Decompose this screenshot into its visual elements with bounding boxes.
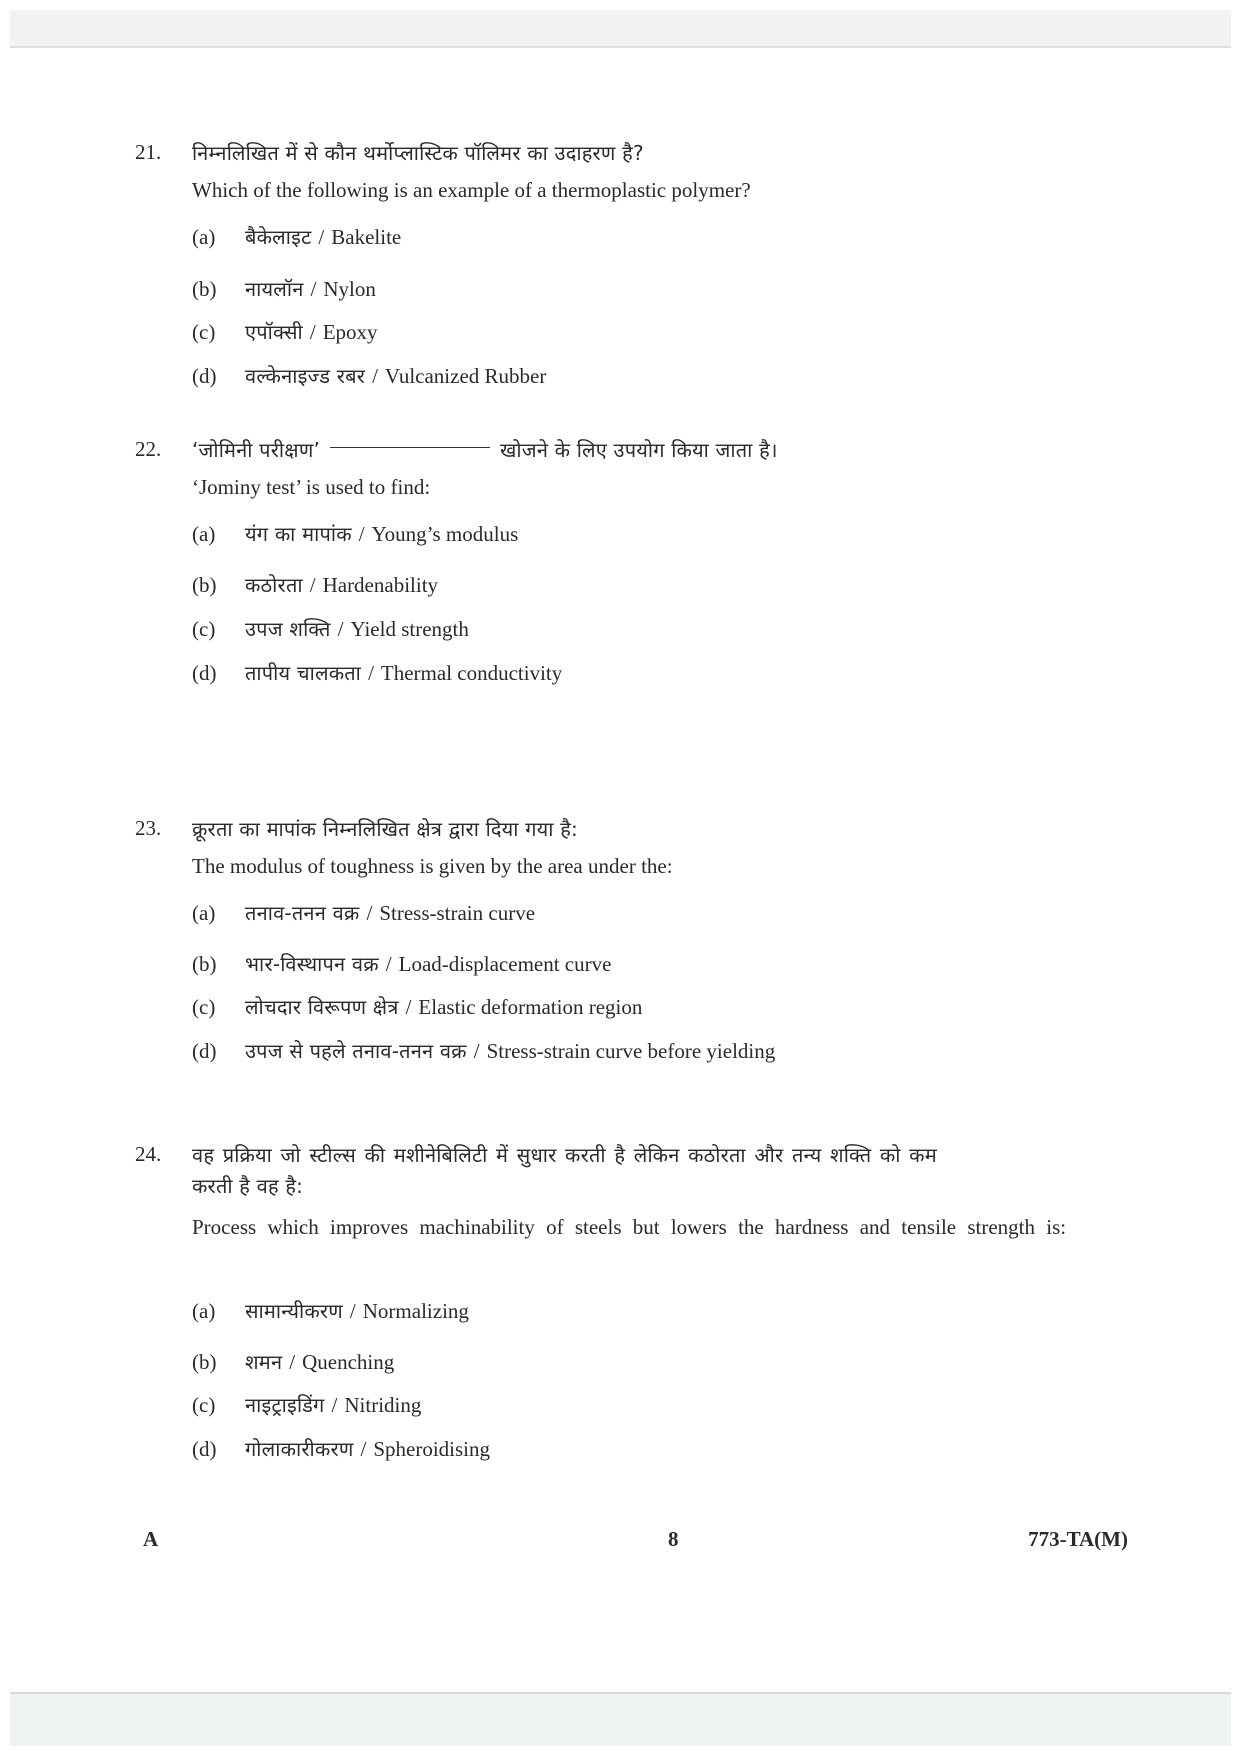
option-text-english: Hardenability — [322, 573, 439, 597]
question-text-hindi-start: ‘जोमिनी परीक्षण’ — [192, 438, 321, 462]
option-text-english: Bakelite — [331, 225, 402, 249]
option-letter: (b) — [192, 1350, 217, 1374]
option-d[interactable] — [192, 1037, 775, 1064]
separator: / — [289, 1350, 296, 1374]
option-text-hindi: एपॉक्सी — [245, 320, 303, 344]
option-d[interactable] — [192, 362, 546, 389]
option-text-english: Epoxy — [322, 320, 378, 344]
option-text-hindi: तनाव-तनन वक्र — [245, 901, 360, 925]
question-text-hindi — [192, 436, 778, 463]
separator: / — [331, 1393, 338, 1417]
option-letter: (b) — [192, 952, 217, 976]
option-letter: (a) — [192, 901, 216, 925]
option-letter: (a) — [192, 522, 216, 546]
option-text-english: Stress-strain curve — [379, 901, 536, 925]
option-text-hindi: नाइट्राइडिंग — [245, 1393, 325, 1417]
option-letter: (b) — [192, 573, 217, 597]
option-text-hindi: सामान्यीकरण — [245, 1299, 343, 1323]
question-text-english: Process which improves machinability of steels but lowers the hardness and tensile strength is: — [192, 1215, 1067, 1239]
option-c[interactable] — [192, 1391, 421, 1418]
option-b[interactable] — [192, 571, 438, 598]
option-letter: (c) — [192, 320, 216, 344]
option-letter: (a) — [192, 225, 216, 249]
paper-code: 773-TA(M) — [1028, 1527, 1128, 1551]
option-a[interactable] — [192, 520, 518, 547]
option-text-english: Normalizing — [362, 1299, 469, 1323]
option-letter: (a) — [192, 1299, 216, 1323]
question-text-english: ‘Jominy test’ is used to find: — [192, 475, 431, 499]
separator: / — [372, 364, 378, 388]
option-text-english: Spheroidising — [373, 1437, 490, 1461]
question-number: 23. — [135, 816, 162, 840]
option-text-english: Stress-strain curve before yielding — [486, 1039, 776, 1063]
option-letter: (d) — [192, 1437, 217, 1461]
question-text-hindi: क्रूरता का मापांक निम्नलिखित क्षेत्र द्वारा दिया गया है: — [192, 817, 578, 841]
option-c[interactable] — [192, 615, 469, 642]
option-letter: (d) — [192, 1039, 217, 1063]
question-text-hindi-line-1: वह प्रक्रिया जो स्टील्स की मशीनेबिलिटी में सुधार करती है लेकिन कठोरता और तन्य शक्ति को कम — [192, 1143, 937, 1167]
separator: / — [318, 225, 325, 249]
option-b[interactable] — [192, 1348, 394, 1375]
separator: / — [358, 522, 365, 546]
option-letter: (c) — [192, 617, 216, 641]
option-text-hindi: उपज से पहले तनाव-तनन वक्र — [245, 1039, 467, 1063]
option-letter: (b) — [192, 277, 217, 301]
separator: / — [385, 952, 392, 976]
option-b[interactable] — [192, 275, 376, 302]
option-a[interactable] — [192, 1297, 469, 1324]
option-text-hindi: शमन — [245, 1350, 283, 1374]
scan-border-bottom — [10, 1692, 1231, 1746]
option-text-english: Thermal conductivity — [380, 661, 563, 685]
separator: / — [309, 573, 316, 597]
question-text-english: The modulus of toughness is given by the area under the: — [192, 854, 673, 878]
option-text-english: Yield strength — [350, 617, 469, 641]
option-text-hindi: यंग का मापांक — [245, 522, 352, 546]
question-number: 24. — [135, 1142, 162, 1166]
option-b[interactable] — [192, 950, 611, 977]
separator: / — [473, 1039, 480, 1063]
option-letter: (c) — [192, 995, 216, 1019]
option-c[interactable] — [192, 318, 378, 345]
separator: / — [366, 901, 373, 925]
option-text-english: Quenching — [302, 1350, 395, 1374]
separator: / — [368, 661, 374, 685]
question-text-hindi: निम्नलिखित में से कौन थर्मोप्लास्टिक पॉलिमर का उदाहरण है? — [192, 141, 644, 165]
option-text-hindi: कठोरता — [245, 573, 303, 597]
option-text-english: Nitriding — [344, 1393, 422, 1417]
option-text-hindi: तापीय चालकता — [245, 661, 362, 685]
separator: / — [310, 277, 317, 301]
scan-border-top — [10, 10, 1231, 48]
question-number: 21. — [135, 140, 162, 164]
option-text-hindi: उपज शक्ति — [245, 617, 331, 641]
option-a[interactable] — [192, 223, 401, 250]
option-text-hindi: वल्केनाइज्ड रबर — [245, 364, 366, 388]
fill-in-blank — [330, 447, 490, 448]
separator: / — [349, 1299, 356, 1323]
option-d[interactable] — [192, 1435, 490, 1462]
option-text-english: Elastic deformation region — [418, 995, 643, 1019]
question-text-hindi-end: खोजने के लिए उपयोग किया जाता है। — [500, 438, 778, 462]
option-text-english: Young’s modulus — [371, 522, 519, 546]
option-text-hindi: लोचदार विरूपण क्षेत्र — [245, 995, 399, 1019]
option-letter: (d) — [192, 661, 217, 685]
option-text-english: Vulcanized Rubber — [384, 364, 547, 388]
booklet-series: A — [143, 1527, 159, 1551]
question-number: 22. — [135, 437, 162, 461]
option-a[interactable] — [192, 899, 535, 926]
option-d[interactable] — [192, 659, 562, 686]
option-c[interactable] — [192, 993, 642, 1020]
question-text-english: Which of the following is an example of a thermoplastic polymer? — [192, 178, 751, 202]
option-text-hindi: गोलाकारीकरण — [245, 1437, 354, 1461]
separator: / — [309, 320, 316, 344]
separator: / — [360, 1437, 367, 1461]
option-text-hindi: बैकेलाइट — [245, 225, 312, 249]
option-text-hindi: भार-विस्थापन वक्र — [245, 952, 379, 976]
option-text-english: Load-displacement curve — [398, 952, 612, 976]
separator: / — [337, 617, 344, 641]
question-text-hindi-line-2: करती है वह है: — [192, 1174, 304, 1198]
separator: / — [405, 995, 412, 1019]
page-number: 8 — [668, 1527, 679, 1551]
option-text-english: Nylon — [323, 277, 376, 301]
option-letter: (c) — [192, 1393, 216, 1417]
option-letter: (d) — [192, 364, 217, 388]
option-text-hindi: नायलॉन — [245, 277, 304, 301]
